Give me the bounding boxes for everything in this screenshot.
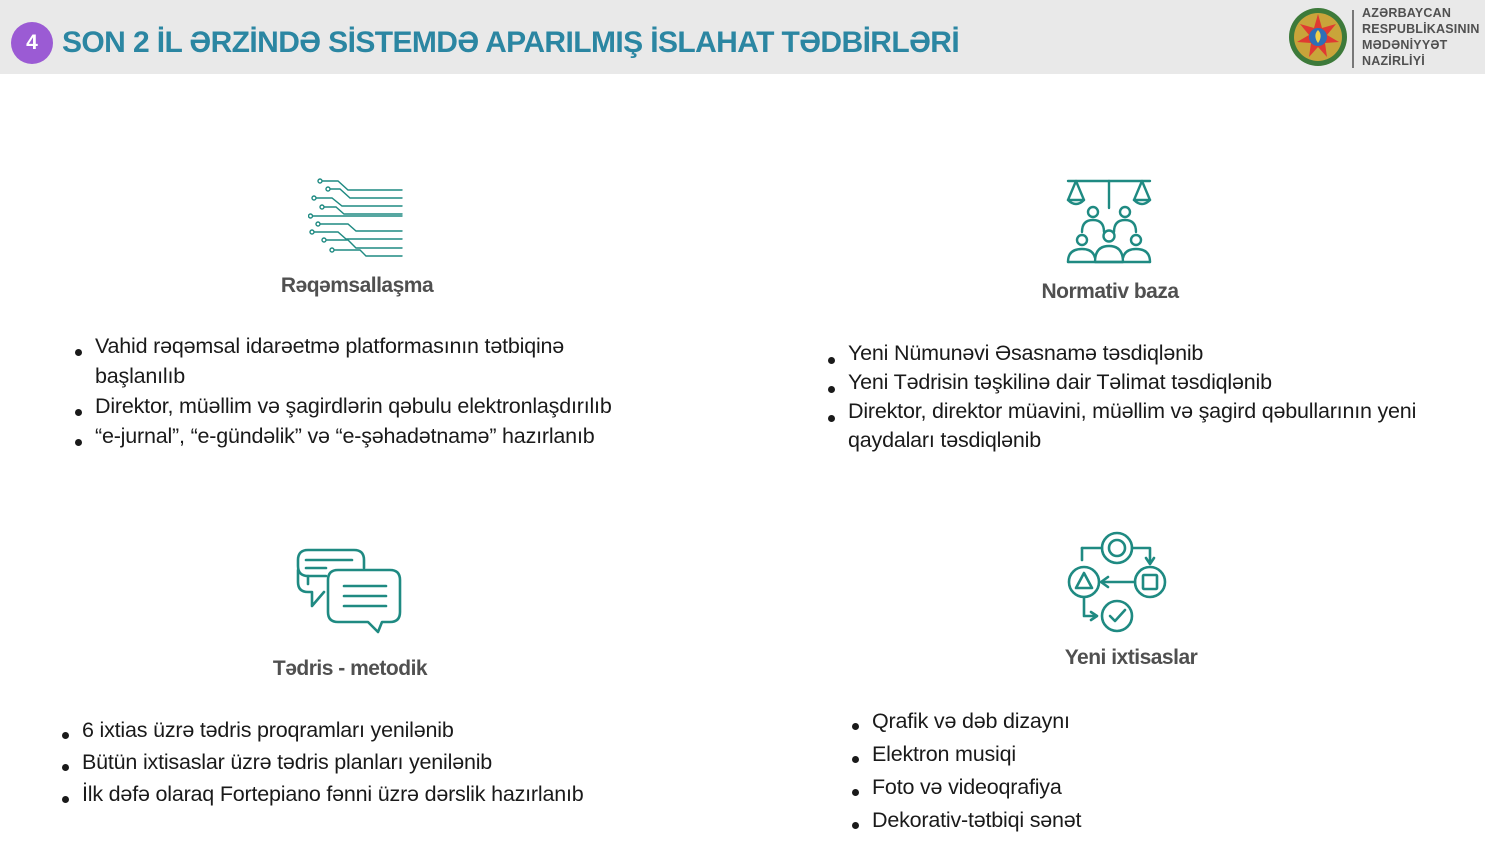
- list-item: “e-jurnal”, “e-gündəlik” və “e-şəhadətnamə” hazırlanıb: [75, 421, 645, 451]
- methodical-list: [62, 714, 662, 810]
- logo-divider: [1352, 10, 1354, 68]
- section-heading-normative: Normativ baza: [1041, 280, 1179, 303]
- circuit-icon: [308, 178, 404, 258]
- section-heading-digital: Rəqəmsallaşma: [280, 274, 434, 297]
- list-item: Bütün ixtisaslar üzrə tədris planları yenilənib: [62, 746, 662, 778]
- ministry-name: [1362, 5, 1480, 69]
- specialties-list: [852, 705, 1252, 837]
- list-item: Qrafik və dəb dizaynı: [852, 705, 1252, 738]
- list-item: Vahid rəqəmsal idarəetmə platformasının tətbiqinə başlanılıb: [75, 331, 645, 391]
- digital-list: [75, 331, 645, 451]
- header-bar: [0, 0, 1485, 74]
- list-item: Foto və videoqrafiya: [852, 771, 1252, 804]
- list-item: Elektron musiqi: [852, 738, 1252, 771]
- list-item: Yeni Nümunəvi Əsasnamə təsdiqlənib: [828, 339, 1428, 368]
- section-heading-methodical: Tədris - metodik: [272, 657, 428, 680]
- page-title: SON 2 İL ƏRZİNDƏ SİSTEMDƏ APARILMIŞ İSLAHAT TƏDBİRLƏRİ: [62, 26, 960, 59]
- list-item: Direktor, direktor müavini, müəllim və şagird qəbullarının yeni qaydaları təsdiqlənib: [828, 397, 1428, 455]
- justice-scale-people-icon: [1064, 178, 1154, 266]
- list-item: 6 ixtias üzrə tədris proqramları yenilənib: [62, 714, 662, 746]
- section-heading-specialties: Yeni ixtisaslar: [1064, 646, 1198, 669]
- chat-bubbles-icon: [296, 548, 402, 634]
- ministry-line: RESPUBLİKASININ: [1362, 22, 1480, 36]
- ministry-line: AZƏRBAYCAN: [1362, 6, 1452, 20]
- state-emblem-icon: [1287, 6, 1349, 68]
- slide-number-badge: 4: [11, 22, 53, 64]
- list-item: Direktor, müəllim və şagirdlərin qəbulu elektronlaşdırılıb: [75, 391, 645, 421]
- process-cycle-icon: [1064, 530, 1170, 634]
- ministry-line: MƏDƏNİYYƏT: [1362, 38, 1448, 52]
- normative-list: [828, 339, 1428, 455]
- list-item: Dekorativ-tətbiqi sənət: [852, 804, 1252, 837]
- list-item: İlk dəfə olaraq Fortepiano fənni üzrə dərslik hazırlanıb: [62, 778, 662, 810]
- ministry-line: NAZİRLİYİ: [1362, 54, 1425, 68]
- list-item: Yeni Tədrisin təşkilinə dair Təlimat təsdiqlənib: [828, 368, 1428, 397]
